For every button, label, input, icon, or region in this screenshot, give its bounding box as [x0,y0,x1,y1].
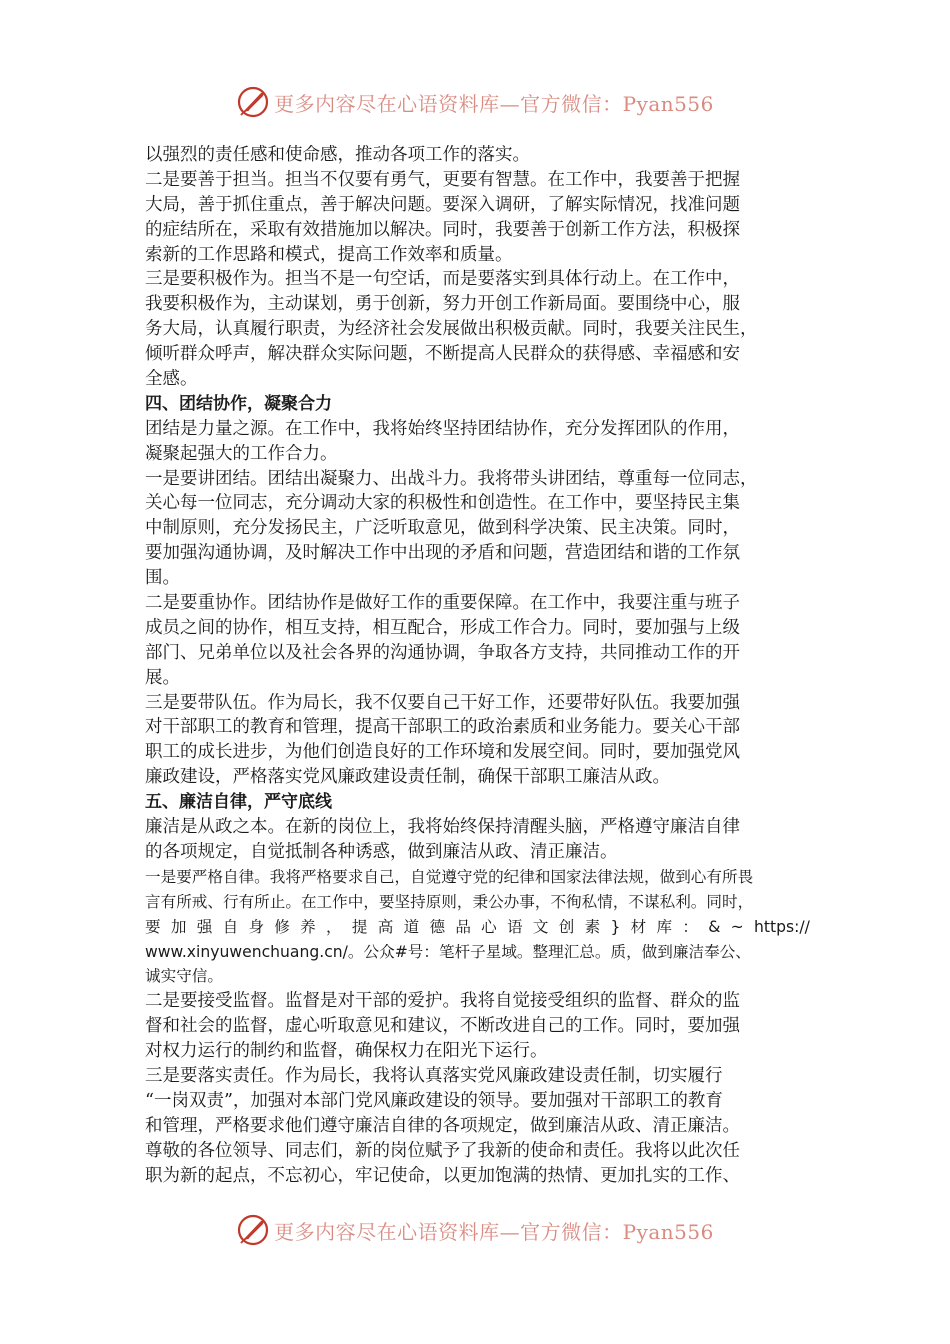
text-line: 三是要落实责任。作为局长，我将认真落实党风廉政建设责任制，切实履行 [145,1065,723,1086]
heading-text: 五、廉洁自律，严守底线 [145,792,332,813]
footer-banner-text: 更多内容尽在心语资料库—官方微信：Pyan556 [274,1219,714,1244]
text-line: 廉洁是从政之本。在新的岗位上，我将始终保持清醒头脑，严格遵守廉洁自律 [145,817,740,838]
text-line: 围。 [145,568,180,589]
header-banner-text: 更多内容尽在心语资料库—官方微信：Pyan556 [274,91,714,116]
text-line: 对干部职工的教育和管理，提高干部职工的政治素质和业务能力。要关心干部 [145,717,740,738]
text-line: 倾听群众呼声，解决群众实际问题，不断提高人民群众的获得感、幸福感和安 [145,344,740,365]
paragraph [145,865,810,915]
paragraph [145,267,810,391]
paragraph [145,915,810,940]
text-line: 展。 [145,667,180,688]
text-line: 一是要严格自律。我将严格要求自己，自觉遵守党的纪律和国家法律法规，做到心有所畏 [145,867,754,886]
text-line: 的各项规定，自觉抵制各种诱惑，做到廉洁从政、清正廉洁。 [145,841,618,862]
text-line: 成员之间的协作，相互支持，相互配合，形成工作合力。同时，要加强与上级 [145,617,740,638]
text-line: 中制原则，充分发扬民主，广泛听取意见，做到科学决策、民主决策。同时， [145,518,740,539]
text-line: “一岗双责”，加强对本部门党风廉政建设的领导。要加强对干部职工的教育 [145,1090,723,1111]
paragraph [145,940,810,990]
text-line: 尊敬的各位领导、同志们，新的岗位赋予了我新的使命和责任。我将以此次任 [145,1140,740,1161]
text-line: 二是要重协作。团结协作是做好工作的重要保障。在工作中，我要注重与班子 [145,593,740,614]
text-line: 关心每一位同志，充分调动大家的积极性和创造性。在工作中，要坚持民主集 [145,493,740,514]
text-line: 督和社会的监督，虚心听取意见和建议，不断改进自己的工作。同时，要加强 [145,1016,740,1037]
text-line: 大局，善于抓住重点，善于解决问题。要深入调研，了解实际情况，找准问题 [145,194,740,215]
text-line: 要加强沟通协调，及时解决工作中出现的矛盾和问题，营造团结和谐的工作氛 [145,543,740,564]
section-heading [145,392,810,417]
text-line: 职为新的起点，不忘初心，牢记使命，以更加饱满的热情、更加扎实的工作、 [145,1165,740,1186]
quill-logo-icon [236,85,270,119]
paragraph [145,1139,810,1189]
paragraph [145,1064,810,1139]
text-line: 二是要接受监督。监督是对干部的爱护。我将自觉接受组织的监督、群众的监 [145,991,740,1012]
text-line: 团结是力量之源。在工作中，我将始终坚持团结协作，充分发挥团队的作用， [145,418,740,439]
text-line: 三是要积极作为。担当不是一句空话，而是要落实到具体行动上。在工作中， [145,269,740,290]
text-line: 我要积极作为，主动谋划，勇于创新，努力开创工作新局面。要围绕中心，服 [145,294,740,315]
section-heading [145,790,810,815]
text-line: 部门、兄弟单位以及社会各界的沟通协调，争取各方支持，共同推动工作的开 [145,642,740,663]
paragraph [145,691,810,791]
text-line: 凝聚起强大的工作合力。 [145,443,338,464]
text-line: 以强烈的责任感和使命感，推动各项工作的落实。 [145,145,530,165]
heading-text: 四、团结协作，凝聚合力 [145,393,332,414]
text-line: 要 加 强 自 身 修 养 ， 提 高 道 德 品 心 语 文 创 素 } 材 库 ： & ~ https:// [145,917,810,936]
text-line: 诚实守信。 [145,967,223,986]
paragraph [145,591,810,691]
text-line: 二是要善于担当。担当不仅要有勇气，更要有智慧。在工作中，我要善于把握 [145,169,740,190]
text-line: www.xinyuwenchuang.cn/。公众#号：笔杆子星域。整理汇总。质，做到廉洁奉公、 [145,942,751,961]
paragraph [145,989,810,1064]
document-body [145,143,810,1188]
paragraph [145,143,810,168]
text-line: 职工的成长进步，为他们创造良好的工作环境和发展空间。同时，要加强党风 [145,742,740,763]
paragraph [145,467,810,591]
footer-banner [0,1210,950,1250]
paragraph [145,168,810,268]
text-line: 索新的工作思路和模式，提高工作效率和质量。 [145,244,513,265]
text-line: 全感。 [145,369,198,390]
text-line: 三是要带队伍。作为局长，我不仅要自己干好工作，还要带好队伍。我要加强 [145,692,740,713]
paragraph [145,417,810,467]
text-line: 的症结所在，采取有效措施加以解决。同时，我要善于创新工作方法，积极探 [145,219,740,240]
paragraph [145,815,810,865]
quill-logo-icon [236,1213,270,1247]
header-banner [0,82,950,122]
text-line: 廉政建设，严格落实党风廉政建设责任制，确保干部职工廉洁从政。 [145,767,670,788]
text-line: 一是要讲团结。团结出凝聚力、出战斗力。我将带头讲团结，尊重每一位同志， [145,468,758,489]
text-line: 对权力运行的制约和监督，确保权力在阳光下运行。 [145,1041,548,1062]
text-line: 和管理，严格要求他们遵守廉洁自律的各项规定，做到廉洁从政、清正廉洁。 [145,1115,740,1136]
text-line: 务大局，认真履行职责，为经济社会发展做出积极贡献。同时，我要关注民生， [145,319,758,340]
text-line: 言有所戒、行有所止。在工作中，要坚持原则，秉公办事，不徇私情，不谋私利。同时， [145,892,754,911]
